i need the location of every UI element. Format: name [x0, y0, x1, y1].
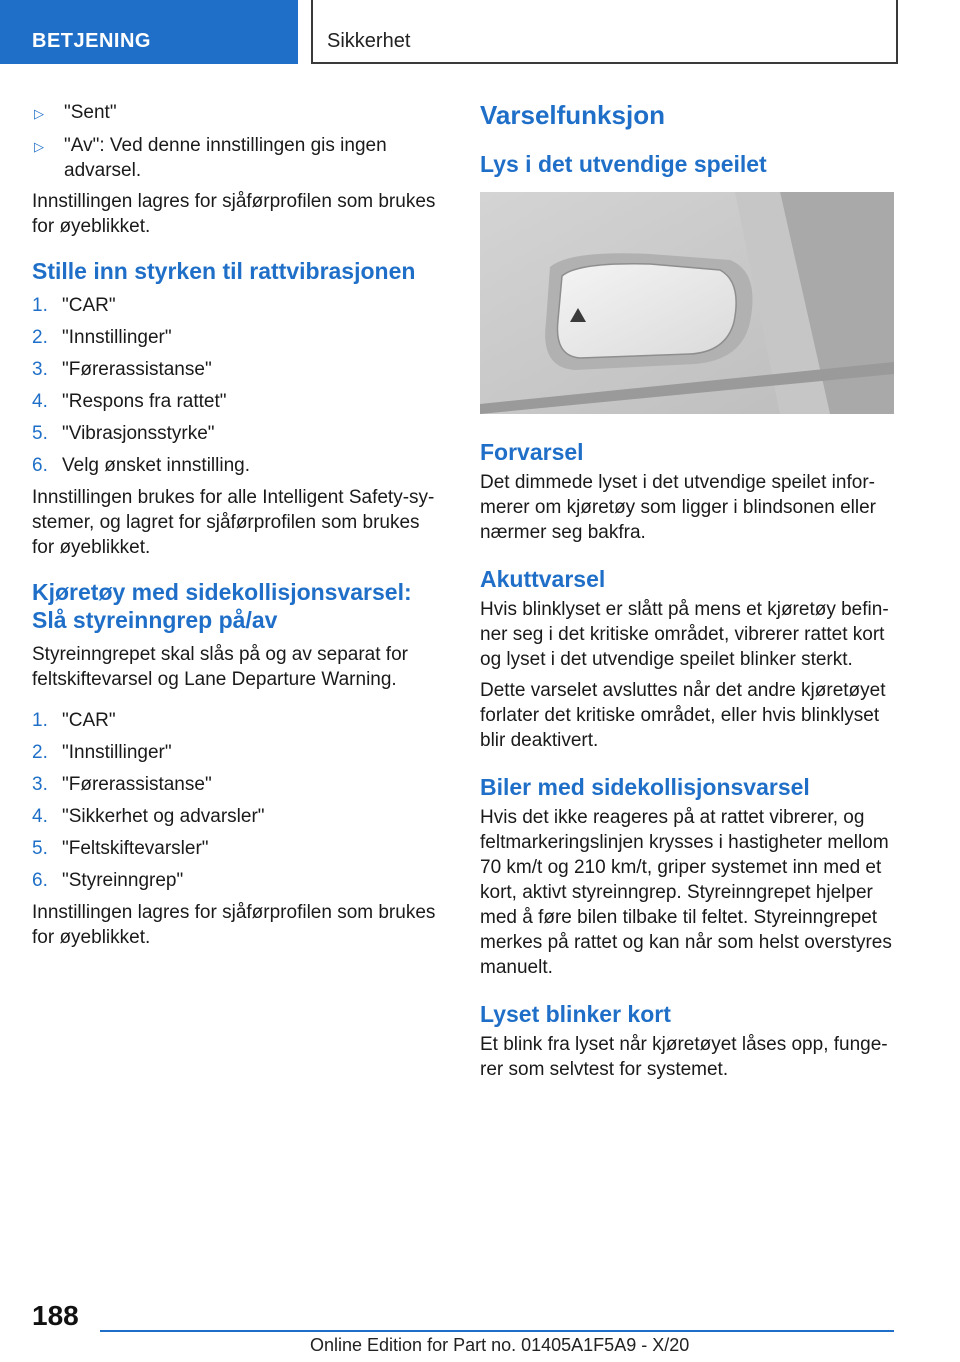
page-number: 188 — [32, 1300, 79, 1331]
list-item — [32, 357, 440, 382]
right-column — [480, 100, 894, 1082]
list-item — [32, 325, 440, 350]
item-number: 4. — [32, 391, 48, 412]
section-heading: Stille inn styrken til rattvibrasjonen — [32, 258, 416, 284]
item-text: "Innstillinger" — [62, 742, 172, 763]
paragraph: Hvis blinklyset er slått på mens et kjøretøy befinner seg i det kritiske området, vibrerer rattet kort og lyset i det utvendige speilet blinker sterkt. — [480, 599, 889, 670]
section-heading: Forvarsel — [480, 439, 584, 465]
section-tab — [0, 0, 298, 64]
item-number: 5. — [32, 423, 48, 444]
list-item — [32, 740, 440, 765]
list-item — [32, 868, 440, 893]
list-item — [32, 772, 440, 797]
item-number: 3. — [32, 359, 48, 380]
paragraph: Et blink fra lyset når kjøretøyet låses opp, fungerer som selvtest for systemet. — [480, 1034, 888, 1080]
topic-label: Sikkerhet — [327, 30, 411, 52]
paragraph: Innstillingen lagres for sjåførprofilen som brukes for øyeblikket. — [32, 191, 436, 237]
item-text: "Førerassistanse" — [62, 774, 212, 795]
footer-divider — [100, 1330, 894, 1332]
paragraph: Styreinngrepet skal slås på og av separat for feltskiftevarsel og Lane Departure Warning. — [32, 644, 408, 690]
item-number: 1. — [32, 295, 48, 316]
item-text: "Respons fra rattet" — [62, 391, 227, 412]
edition-note: Online Edition for Part no. 01405A1F5A9 - X/20 — [310, 1335, 690, 1355]
item-text: "CAR" — [62, 710, 116, 731]
steps-list-1 — [32, 293, 440, 478]
item-number: 2. — [32, 327, 48, 348]
item-number: 3. — [32, 774, 48, 795]
page-title: Varselfunksjon — [480, 100, 665, 130]
paragraph: Dette varselet avsluttes når det andre kjøretøyet forlater det kritiske området, eller hvis blinklyset blir deaktivert. — [480, 680, 886, 751]
side-mirror-illustration — [480, 192, 894, 414]
item-text: "CAR" — [62, 295, 116, 316]
bullet-text: "Av": Ved denne innstillingen gis ingen advarsel. — [64, 135, 387, 181]
list-item — [32, 293, 440, 318]
item-number: 2. — [32, 742, 48, 763]
section-heading: Biler med sidekollisjonsvarsel — [480, 774, 810, 800]
item-text: "Innstillinger" — [62, 327, 172, 348]
list-item — [32, 453, 440, 478]
paragraph: Innstillingen lagres for sjåførprofilen som brukes for øyeblikket. — [32, 902, 436, 948]
paragraph: Hvis det ikke reageres på at rattet vibrerer, og feltmarkeringslinjen krysses i hastigheter mellom 70 km/t og 210 km/t, griper systemet inn med et kort, aktivt styreinngrep. Styreinngrepet hjelper med å føre bilen tilbake til feltet. Styreinngrepet merkes på rattet og kan når som helst overstyres manuelt. — [480, 807, 892, 978]
item-text: "Vibrasjonsstyrke" — [62, 423, 215, 444]
topic-header — [311, 0, 898, 64]
paragraph: Innstillingen brukes for alle Intelligent Safety-systemer, og lagret for sjåførprofilen som brukes for øyeblikket. — [32, 487, 435, 558]
item-number: 6. — [32, 455, 48, 476]
list-item — [32, 804, 440, 829]
triangle-bullet-icon: ▷ — [34, 139, 44, 154]
item-number: 5. — [32, 838, 48, 859]
left-column — [32, 100, 440, 950]
section-heading: Akuttvarsel — [480, 566, 606, 592]
item-number: 1. — [32, 710, 48, 731]
item-text: "Førerassistanse" — [62, 359, 212, 380]
item-text: Velg ønsket innstilling. — [62, 455, 250, 476]
list-item — [32, 708, 440, 733]
section-heading: Lyset blinker kort — [480, 1001, 671, 1027]
triangle-bullet-icon: ▷ — [34, 106, 44, 121]
list-item — [32, 421, 440, 446]
bullet-item — [32, 100, 440, 127]
item-number: 6. — [32, 870, 48, 891]
item-text: "Styreinngrep" — [62, 870, 184, 891]
section-heading: Kjøretøy med sidekollisjonsvarsel: Slå styreinngrep på/av — [32, 579, 412, 633]
section-label: BETJENING — [32, 30, 151, 52]
item-text: "Feltskiftevarsler" — [62, 838, 209, 859]
list-item — [32, 389, 440, 414]
item-number: 4. — [32, 806, 48, 827]
paragraph: Det dimmede lyset i det utvendige speilet informerer om kjøretøy som ligger i blindsonen eller nærmer seg bakfra. — [480, 472, 876, 543]
item-text: "Sikkerhet og advarsler" — [62, 806, 265, 827]
subtitle: Lys i det utvendige speilet — [480, 151, 767, 177]
bullet-item — [32, 133, 440, 183]
steps-list-2 — [32, 708, 440, 893]
bullet-text: "Sent" — [64, 102, 117, 123]
list-item — [32, 836, 440, 861]
